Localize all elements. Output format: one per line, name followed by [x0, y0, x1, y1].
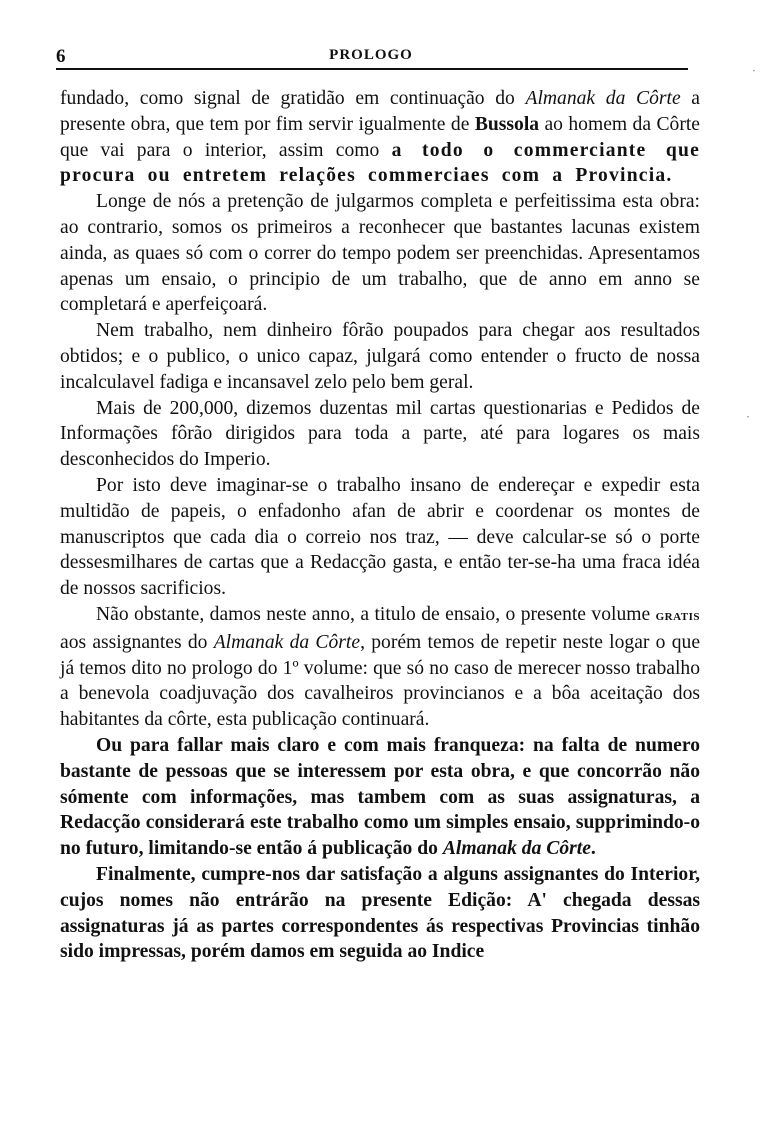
paragraph-5: Por isto deve imaginar-se o trabalho insano de endereçar e expedir esta multidão de papeis, o enfadonho afan de abrir e coordenar os montes de manuscriptos que cada dia o correio nos traz, — deve calcular-se só o porte dessesmilhares de cartas que a Redacção gasta, e então ter-se-ha uma fraca idéa de nossos sacrificios.	[60, 474, 700, 600]
paragraph-2: Longe de nós a pretenção de julgarmos completa e perfeitissima esta obra: ao contrario, somos os primeiros a reconhecer que bastantes lacunas existem ainda, as quaes só com o correr do tempo podem ser preenchidas. Apresentamos apenas um ensaio, o principio de um trabalho, que de anno em anno se completará e aperfeiçoará.	[60, 191, 700, 316]
almanak-title: Almanak da Côrte	[525, 88, 681, 109]
bussola-term: Bussola	[474, 113, 540, 135]
paragraph-3: Nem trabalho, nem dinheiro fôrão poupados para chegar aos resultados obtidos; e o publico, o unico capaz, julgará como entender o fructo de nossa incalculavel fadiga e incansavel zelo pelo bem geral.	[60, 320, 700, 393]
page-header	[56, 46, 686, 70]
running-title: PROLOGO	[329, 47, 413, 63]
almanak-title: Almanak da Côrte	[213, 631, 361, 653]
header-rule	[56, 68, 688, 70]
paragraph-6: Não obstante, damos neste anno, a titulo de ensaio, o presente volume gratis aos assignantes do Almanak da Côrte, porém temos de repetir neste logar o que já temos dito no prologo do 1º volume: que só no caso de merecer nosso trabalho a benevola coadjuvação dos cavalheiros provincianos e a bôa aceitação dos habitantes da côrte, esta publicação continuará.	[60, 603, 701, 731]
page-number: 6	[56, 46, 66, 67]
paragraph-8: Finalmente, cumpre-nos dar satisfação a alguns assignantes do Interior, cujos nomes não entrárão na presente Edição: A' chegada dessas assignaturas já as partes correspondentes ás respectivas Provincias tinhão sido impressas, porém damos em seguida ao Indice	[60, 863, 700, 963]
margin-speck: ·	[752, 64, 756, 78]
paragraph-4: Mais de 200,000, dizemos duzentas mil cartas questionarias e Pedidos de Informações fôrão dirigidos para toda a parte, até para logares os mais desconhecidos do Imperio.	[60, 397, 700, 471]
paragraph-1: fundado, como signal de gratidão em continuação do Almanak da Côrte a presente obra, que tem por fim servir igualmente de Bussola ao homem da Côrte que vai para o interior, assim como a todo o commerciante que procura ou entretem relações commerciaes com a Provincia.	[60, 88, 700, 187]
body-text	[60, 86, 700, 965]
gratis-term: gratis	[655, 607, 700, 624]
emphasis-commerciante: a todo o commerciante que procura ou entretem relações commerciaes com a Provincia.	[60, 139, 700, 187]
margin-speck: ·	[746, 410, 750, 424]
paragraph-7: Ou para fallar mais claro e com mais franqueza: na falta de numero bastante de pessoas que se interessem por esta obra, e que concorrão não sómente com informações, mas tambem com as suas assignaturas, a Redacção considerará este trabalho como um simples ensaio, supprimindo-o no futuro, limitando-se então á publicação do Almanak da Côrte.	[60, 734, 700, 860]
almanak-title: Almanak da Côrte	[442, 838, 591, 860]
